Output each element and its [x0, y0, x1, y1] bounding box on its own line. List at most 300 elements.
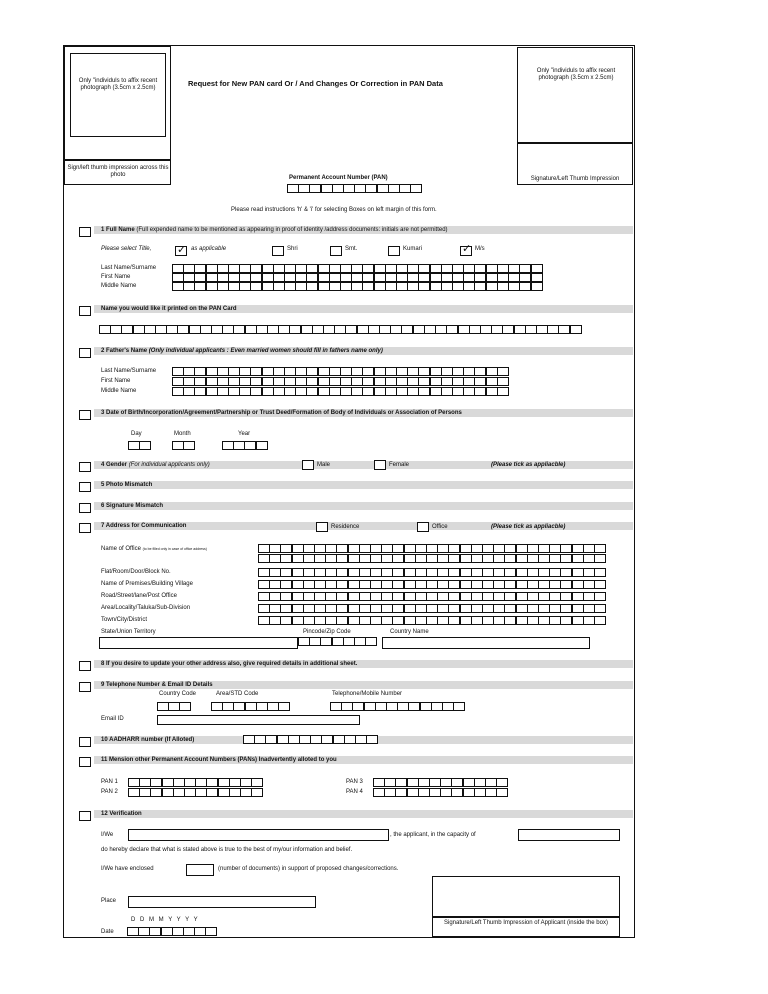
grid-cell[interactable] — [306, 387, 318, 396]
grid-cell[interactable] — [408, 702, 420, 711]
grid-cell[interactable] — [493, 544, 505, 553]
grid-cell[interactable] — [486, 264, 498, 273]
date-grid[interactable] — [127, 927, 217, 936]
grid-cell[interactable] — [460, 604, 472, 613]
grid-cell[interactable] — [299, 735, 311, 744]
documents-count-input[interactable] — [186, 864, 214, 876]
grid-cell[interactable] — [217, 282, 229, 291]
grid-cell[interactable] — [359, 604, 371, 613]
grid-cell[interactable] — [448, 554, 460, 563]
grid-cell[interactable] — [497, 387, 509, 396]
grid-cell[interactable] — [482, 592, 494, 601]
grid-cell[interactable] — [295, 387, 307, 396]
grid-cell[interactable] — [280, 554, 292, 563]
grid-cell[interactable] — [359, 554, 371, 563]
grid-cell[interactable] — [426, 592, 438, 601]
office-name-grid-1[interactable] — [258, 544, 605, 553]
grid-cell[interactable] — [365, 184, 377, 193]
grid-cell[interactable] — [321, 735, 333, 744]
grid-cell[interactable] — [314, 616, 326, 625]
grid-cell[interactable] — [471, 604, 483, 613]
grid-cell[interactable] — [217, 367, 229, 376]
grid-cell[interactable] — [144, 325, 156, 334]
grid-cell[interactable] — [572, 592, 584, 601]
grid-cell[interactable] — [440, 778, 452, 787]
grid-cell[interactable] — [256, 702, 268, 711]
grid-cell[interactable] — [200, 325, 212, 334]
grid-cell[interactable] — [340, 377, 352, 386]
grid-cell[interactable] — [538, 580, 550, 589]
grid-cell[interactable] — [497, 273, 509, 282]
grid-cell[interactable] — [471, 592, 483, 601]
grid-cell[interactable] — [269, 604, 281, 613]
grid-cell[interactable] — [437, 568, 449, 577]
grid-cell[interactable] — [415, 554, 427, 563]
grid-cell[interactable] — [448, 544, 460, 553]
grid-cell[interactable] — [183, 282, 195, 291]
grid-cell[interactable] — [233, 702, 245, 711]
grid-cell[interactable] — [265, 735, 277, 744]
grid-cell[interactable] — [273, 367, 285, 376]
grid-cell[interactable] — [538, 592, 550, 601]
title-smt-checkbox[interactable] — [330, 246, 342, 256]
grid-cell[interactable] — [258, 580, 270, 589]
grid-cell[interactable] — [267, 702, 279, 711]
grid-cell[interactable] — [502, 325, 514, 334]
grid-cell[interactable] — [365, 637, 377, 646]
applicant-name-input[interactable] — [128, 829, 389, 841]
grid-cell[interactable] — [303, 580, 315, 589]
grid-cell[interactable] — [392, 616, 404, 625]
grid-cell[interactable] — [340, 273, 352, 282]
grid-cell[interactable] — [471, 568, 483, 577]
gender-male-checkbox[interactable] — [302, 460, 314, 470]
grid-cell[interactable] — [583, 544, 595, 553]
grid-cell[interactable] — [560, 544, 572, 553]
grid-cell[interactable] — [497, 264, 509, 273]
grid-cell[interactable] — [278, 702, 290, 711]
grid-cell[interactable] — [325, 580, 337, 589]
grid-cell[interactable] — [493, 580, 505, 589]
grid-cell[interactable] — [211, 325, 223, 334]
grid-cell[interactable] — [336, 604, 348, 613]
grid-cell[interactable] — [362, 367, 374, 376]
section-1-checkbox[interactable] — [79, 227, 91, 237]
grid-cell[interactable] — [292, 580, 304, 589]
grid-cell[interactable] — [157, 702, 169, 711]
grid-cell[interactable] — [482, 554, 494, 563]
grid-cell[interactable] — [415, 604, 427, 613]
place-input[interactable] — [128, 896, 316, 908]
grid-cell[interactable] — [572, 616, 584, 625]
grid-cell[interactable] — [504, 616, 516, 625]
grid-cell[interactable] — [474, 282, 486, 291]
grid-cell[interactable] — [250, 264, 262, 273]
grid-cell[interactable] — [314, 604, 326, 613]
grid-cell[interactable] — [435, 325, 447, 334]
grid-cell[interactable] — [482, 616, 494, 625]
grid-cell[interactable] — [594, 580, 606, 589]
s1-surname-grid[interactable] — [172, 264, 542, 273]
grid-cell[interactable] — [269, 544, 281, 553]
grid-cell[interactable] — [404, 568, 416, 577]
grid-cell[interactable] — [538, 554, 550, 563]
grid-cell[interactable] — [594, 568, 606, 577]
grid-cell[interactable] — [496, 778, 508, 787]
grid-cell[interactable] — [217, 377, 229, 386]
grid-cell[interactable] — [385, 273, 397, 282]
grid-cell[interactable] — [415, 580, 427, 589]
grid-cell[interactable] — [374, 273, 386, 282]
grid-cell[interactable] — [527, 544, 539, 553]
grid-cell[interactable] — [262, 367, 274, 376]
grid-cell[interactable] — [303, 592, 315, 601]
grid-cell[interactable] — [474, 273, 486, 282]
grid-cell[interactable] — [284, 377, 296, 386]
grid-cell[interactable] — [340, 264, 352, 273]
grid-cell[interactable] — [570, 325, 582, 334]
grid-cell[interactable] — [442, 702, 454, 711]
grid-cell[interactable] — [560, 592, 572, 601]
gender-female-checkbox[interactable] — [374, 460, 386, 470]
grid-cell[interactable] — [310, 735, 322, 744]
grid-cell[interactable] — [448, 604, 460, 613]
grid-cell[interactable] — [172, 377, 184, 386]
grid-cell[interactable] — [173, 788, 185, 797]
grid-cell[interactable] — [262, 273, 274, 282]
grid-cell[interactable] — [110, 325, 122, 334]
grid-cell[interactable] — [258, 616, 270, 625]
grid-cell[interactable] — [482, 568, 494, 577]
grid-cell[interactable] — [303, 604, 315, 613]
grid-cell[interactable] — [538, 604, 550, 613]
grid-cell[interactable] — [218, 788, 230, 797]
grid-cell[interactable] — [426, 616, 438, 625]
address-office-checkbox[interactable] — [417, 522, 429, 532]
grid-cell[interactable] — [298, 184, 310, 193]
grid-cell[interactable] — [250, 387, 262, 396]
grid-cell[interactable] — [527, 580, 539, 589]
grid-cell[interactable] — [211, 702, 223, 711]
grid-cell[interactable] — [370, 616, 382, 625]
grid-cell[interactable] — [474, 788, 486, 797]
grid-cell[interactable] — [415, 616, 427, 625]
grid-cell[interactable] — [381, 544, 393, 553]
grid-cell[interactable] — [463, 377, 475, 386]
grid-cell[interactable] — [504, 592, 516, 601]
grid-cell[interactable] — [172, 367, 184, 376]
grid-cell[interactable] — [460, 544, 472, 553]
grid-cell[interactable] — [183, 377, 195, 386]
grid-cell[interactable] — [491, 325, 503, 334]
grid-cell[interactable] — [418, 778, 430, 787]
grid-cell[interactable] — [351, 367, 363, 376]
grid-cell[interactable] — [448, 616, 460, 625]
grid-cell[interactable] — [336, 592, 348, 601]
grid-cell[interactable] — [280, 568, 292, 577]
grid-cell[interactable] — [474, 377, 486, 386]
grid-cell[interactable] — [426, 568, 438, 577]
grid-cell[interactable] — [381, 580, 393, 589]
grid-cell[interactable] — [527, 604, 539, 613]
grid-cell[interactable] — [139, 778, 151, 787]
grid-cell[interactable] — [239, 273, 251, 282]
grid-cell[interactable] — [451, 778, 463, 787]
grid-cell[interactable] — [373, 788, 385, 797]
grid-cell[interactable] — [183, 273, 195, 282]
grid-cell[interactable] — [340, 367, 352, 376]
grid-cell[interactable] — [463, 264, 475, 273]
grid-cell[interactable] — [583, 616, 595, 625]
grid-cell[interactable] — [258, 568, 270, 577]
grid-cell[interactable] — [306, 264, 318, 273]
grid-cell[interactable] — [508, 264, 520, 273]
grid-cell[interactable] — [233, 325, 245, 334]
grid-cell[interactable] — [318, 273, 330, 282]
grid-cell[interactable] — [354, 637, 366, 646]
grid-cell[interactable] — [493, 568, 505, 577]
grid-cell[interactable] — [426, 604, 438, 613]
grid-cell[interactable] — [381, 592, 393, 601]
grid-cell[interactable] — [295, 367, 307, 376]
aadhaar-grid[interactable] — [243, 735, 377, 744]
grid-cell[interactable] — [240, 788, 252, 797]
grid-cell[interactable] — [404, 554, 416, 563]
phone-grid[interactable] — [330, 702, 464, 711]
grid-cell[interactable] — [572, 604, 584, 613]
grid-cell[interactable] — [172, 264, 184, 273]
grid-cell[interactable] — [314, 544, 326, 553]
applicant-signature-box[interactable] — [432, 876, 620, 917]
grid-cell[interactable] — [172, 273, 184, 282]
grid-cell[interactable] — [396, 367, 408, 376]
grid-cell[interactable] — [560, 580, 572, 589]
grid-cell[interactable] — [245, 325, 257, 334]
s2-surname-grid[interactable] — [172, 367, 508, 376]
grid-cell[interactable] — [309, 184, 321, 193]
grid-cell[interactable] — [396, 377, 408, 386]
grid-cell[interactable] — [292, 544, 304, 553]
grid-cell[interactable] — [441, 282, 453, 291]
grid-cell[interactable] — [415, 568, 427, 577]
grid-cell[interactable] — [258, 592, 270, 601]
grid-cell[interactable] — [430, 282, 442, 291]
grid-cell[interactable] — [284, 264, 296, 273]
grid-cell[interactable] — [385, 377, 397, 386]
grid-cell[interactable] — [448, 568, 460, 577]
office-name-grid-2[interactable] — [258, 554, 605, 563]
grid-cell[interactable] — [392, 554, 404, 563]
grid-cell[interactable] — [370, 554, 382, 563]
grid-cell[interactable] — [139, 788, 151, 797]
grid-cell[interactable] — [493, 592, 505, 601]
grid-cell[interactable] — [183, 264, 195, 273]
grid-cell[interactable] — [460, 592, 472, 601]
grid-cell[interactable] — [325, 544, 337, 553]
grid-cell[interactable] — [474, 367, 486, 376]
pan-grid[interactable] — [287, 184, 421, 193]
grid-cell[interactable] — [549, 544, 561, 553]
grid-cell[interactable] — [284, 387, 296, 396]
section-2-checkbox[interactable] — [79, 348, 91, 358]
grid-cell[interactable] — [572, 568, 584, 577]
grid-cell[interactable] — [341, 702, 353, 711]
grid-cell[interactable] — [497, 377, 509, 386]
grid-cell[interactable] — [452, 377, 464, 386]
grid-cell[interactable] — [440, 788, 452, 797]
grid-cell[interactable] — [329, 387, 341, 396]
grid-cell[interactable] — [269, 568, 281, 577]
grid-cell[interactable] — [336, 580, 348, 589]
grid-cell[interactable] — [370, 568, 382, 577]
grid-cell[interactable] — [362, 273, 374, 282]
grid-cell[interactable] — [284, 367, 296, 376]
grid-cell[interactable] — [206, 778, 218, 787]
grid-cell[interactable] — [195, 778, 207, 787]
grid-cell[interactable] — [485, 788, 497, 797]
grid-cell[interactable] — [538, 616, 550, 625]
grid-cell[interactable] — [348, 580, 360, 589]
title-shri-checkbox[interactable] — [272, 246, 284, 256]
grid-cell[interactable] — [385, 282, 397, 291]
state-input[interactable] — [99, 637, 298, 649]
grid-cell[interactable] — [560, 604, 572, 613]
grid-cell[interactable] — [195, 788, 207, 797]
grid-cell[interactable] — [239, 377, 251, 386]
grid-cell[interactable] — [418, 264, 430, 273]
grid-cell[interactable] — [280, 544, 292, 553]
grid-cell[interactable] — [206, 377, 218, 386]
grid-cell[interactable] — [194, 282, 206, 291]
grid-cell[interactable] — [463, 282, 475, 291]
grid-cell[interactable] — [351, 377, 363, 386]
grid-cell[interactable] — [348, 544, 360, 553]
grid-cell[interactable] — [519, 264, 531, 273]
grid-cell[interactable] — [583, 568, 595, 577]
grid-cell[interactable] — [172, 441, 184, 450]
grid-cell[interactable] — [183, 927, 195, 936]
grid-cell[interactable] — [258, 544, 270, 553]
grid-cell[interactable] — [318, 264, 330, 273]
grid-cell[interactable] — [194, 273, 206, 282]
grid-cell[interactable] — [486, 273, 498, 282]
grid-cell[interactable] — [413, 325, 425, 334]
grid-cell[interactable] — [250, 282, 262, 291]
grid-cell[interactable] — [516, 604, 528, 613]
grid-cell[interactable] — [426, 580, 438, 589]
grid-cell[interactable] — [323, 325, 335, 334]
grid-cell[interactable] — [431, 702, 443, 711]
section-7-checkbox[interactable] — [79, 523, 91, 533]
grid-cell[interactable] — [572, 544, 584, 553]
grid-cell[interactable] — [179, 702, 191, 711]
grid-cell[interactable] — [228, 377, 240, 386]
photo-box-right[interactable] — [517, 47, 633, 143]
grid-cell[interactable] — [471, 544, 483, 553]
grid-cell[interactable] — [448, 592, 460, 601]
grid-cell[interactable] — [560, 568, 572, 577]
section-4-checkbox[interactable] — [79, 462, 91, 472]
grid-cell[interactable] — [381, 616, 393, 625]
grid-cell[interactable] — [418, 387, 430, 396]
addr-grid[interactable] — [258, 568, 605, 577]
grid-cell[interactable] — [415, 592, 427, 601]
grid-cell[interactable] — [397, 702, 409, 711]
grid-cell[interactable] — [437, 544, 449, 553]
grid-cell[interactable] — [359, 592, 371, 601]
dob-year-grid[interactable] — [222, 441, 267, 450]
grid-cell[interactable] — [348, 592, 360, 601]
grid-cell[interactable] — [418, 377, 430, 386]
grid-cell[interactable] — [329, 264, 341, 273]
grid-cell[interactable] — [222, 441, 234, 450]
grid-cell[interactable] — [336, 554, 348, 563]
grid-cell[interactable] — [583, 580, 595, 589]
s1-middlename-grid[interactable] — [172, 282, 542, 291]
grid-cell[interactable] — [404, 592, 416, 601]
grid-cell[interactable] — [429, 778, 441, 787]
grid-cell[interactable] — [150, 788, 162, 797]
grid-cell[interactable] — [229, 788, 241, 797]
grid-cell[interactable] — [314, 554, 326, 563]
grid-cell[interactable] — [527, 616, 539, 625]
grid-cell[interactable] — [194, 927, 206, 936]
grid-cell[interactable] — [374, 377, 386, 386]
grid-cell[interactable] — [359, 616, 371, 625]
grid-cell[interactable] — [386, 702, 398, 711]
grid-cell[interactable] — [583, 604, 595, 613]
grid-cell[interactable] — [228, 282, 240, 291]
grid-cell[interactable] — [239, 387, 251, 396]
grid-cell[interactable] — [549, 592, 561, 601]
grid-cell[interactable] — [228, 273, 240, 282]
grid-cell[interactable] — [314, 568, 326, 577]
grid-cell[interactable] — [150, 778, 162, 787]
grid-cell[interactable] — [385, 264, 397, 273]
grid-cell[interactable] — [370, 580, 382, 589]
grid-cell[interactable] — [364, 702, 376, 711]
grid-cell[interactable] — [133, 325, 145, 334]
grid-cell[interactable] — [128, 778, 140, 787]
grid-cell[interactable] — [240, 778, 252, 787]
grid-cell[interactable] — [407, 778, 419, 787]
grid-cell[interactable] — [392, 592, 404, 601]
grid-cell[interactable] — [183, 367, 195, 376]
grid-cell[interactable] — [594, 604, 606, 613]
country-code-grid[interactable] — [157, 702, 191, 711]
grid-cell[interactable] — [558, 325, 570, 334]
grid-cell[interactable] — [233, 441, 245, 450]
grid-cell[interactable] — [415, 544, 427, 553]
grid-cell[interactable] — [292, 604, 304, 613]
grid-cell[interactable] — [497, 282, 509, 291]
grid-cell[interactable] — [330, 702, 342, 711]
grid-cell[interactable] — [273, 387, 285, 396]
grid-cell[interactable] — [395, 778, 407, 787]
grid-cell[interactable] — [486, 367, 498, 376]
grid-cell[interactable] — [320, 637, 332, 646]
grid-cell[interactable] — [527, 554, 539, 563]
grid-cell[interactable] — [258, 554, 270, 563]
grid-cell[interactable] — [407, 367, 419, 376]
grid-cell[interactable] — [441, 367, 453, 376]
dob-day-grid[interactable] — [128, 441, 150, 450]
s2-middlename-grid[interactable] — [172, 387, 508, 396]
grid-cell[interactable] — [329, 282, 341, 291]
grid-cell[interactable] — [474, 778, 486, 787]
grid-cell[interactable] — [437, 616, 449, 625]
addr-grid[interactable] — [258, 604, 605, 613]
